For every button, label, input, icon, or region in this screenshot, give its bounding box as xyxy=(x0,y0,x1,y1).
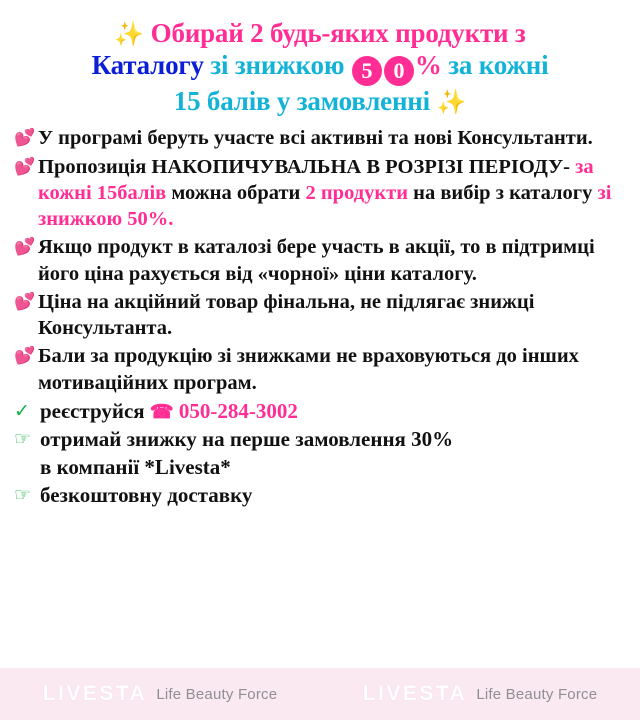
headline-discount-word: зі знижкою xyxy=(210,49,345,80)
brand-tagline: Life Beauty Force xyxy=(156,685,278,703)
rules-list xyxy=(0,125,640,395)
footer-logo-left xyxy=(0,668,320,720)
check-mark-icon: ✓ xyxy=(14,400,30,422)
headline-text-1: Обирай 2 будь-яких продукти з xyxy=(150,18,526,48)
headline-catalog-word: Каталогу xyxy=(91,49,204,80)
list-item-text: У програмі беруть участе всі активні та нові Консультанти. xyxy=(38,127,593,150)
discount-digit-2: 0 xyxy=(384,56,414,86)
list-item-text: Пропозиція НАКОПИЧУВАЛЬНА В РОЗРІЗІ ПЕРІОДУ- за кожні 15балів можна обрати 2 продукти на вибір з каталогу зі знижкою 50%. xyxy=(38,155,612,231)
list-item xyxy=(14,154,628,233)
list-item-text: Бали за продукцію зі знижками не враховуються до інших мотиваційних програм. xyxy=(38,345,579,394)
pointing-hand-icon: ☞ xyxy=(14,429,32,451)
brand-logo-text: LIVESTA xyxy=(42,682,148,705)
delivery-text: безкоштовну доставку xyxy=(40,483,253,508)
headline-line-2 xyxy=(14,50,626,86)
headline-line-3 xyxy=(14,86,626,118)
list-item xyxy=(14,343,628,395)
heart-bullet-icon: 💕 xyxy=(14,128,36,148)
sparkle-icon-left: ✨ xyxy=(114,21,145,48)
telephone-icon: ☎ xyxy=(149,401,174,423)
phone-number[interactable]: 050-284-3002 xyxy=(178,398,298,423)
list-item xyxy=(14,125,628,151)
brand-tagline: Life Beauty Force xyxy=(476,685,598,703)
offer-text: отримай знижку на перше замовлення 30% в компанії *Livesta* xyxy=(40,427,454,479)
footer-watermark xyxy=(0,668,640,720)
footer-logo-right xyxy=(320,668,640,720)
headline-per-each: за кожні xyxy=(448,49,549,80)
discount-digit-1: 5 xyxy=(352,56,382,86)
headline-line-1 xyxy=(14,18,626,50)
heart-bullet-icon: 💕 xyxy=(14,346,36,366)
list-item xyxy=(14,289,628,341)
pointing-hand-icon: ☞ xyxy=(14,485,32,507)
register-row xyxy=(0,398,640,426)
sparkle-icon-right: ✨ xyxy=(436,89,467,116)
heart-bullet-icon: 💕 xyxy=(14,291,36,311)
headline-points-text: 15 балів у замовленні xyxy=(173,85,430,116)
brand-logo-text: LIVESTA xyxy=(362,682,468,705)
headline-block xyxy=(0,0,640,119)
list-item-text: Ціна на акційний товар фінальна, не підлягає знижці Консультанта. xyxy=(38,290,535,340)
delivery-row xyxy=(0,482,640,509)
list-item xyxy=(14,234,628,286)
discount-percent-sign: % xyxy=(414,49,442,80)
heart-bullet-icon: 💕 xyxy=(14,237,36,257)
list-item-text: Якщо продукт в каталозі бере участь в акції, то в підтримці його ціна рахується від «чорної» ціни каталогу. xyxy=(38,236,595,285)
register-text: реєструйся ☎ 050-284-3002 xyxy=(40,398,298,423)
heart-bullet-icon: 💕 xyxy=(14,156,36,176)
offer-row xyxy=(0,426,640,481)
